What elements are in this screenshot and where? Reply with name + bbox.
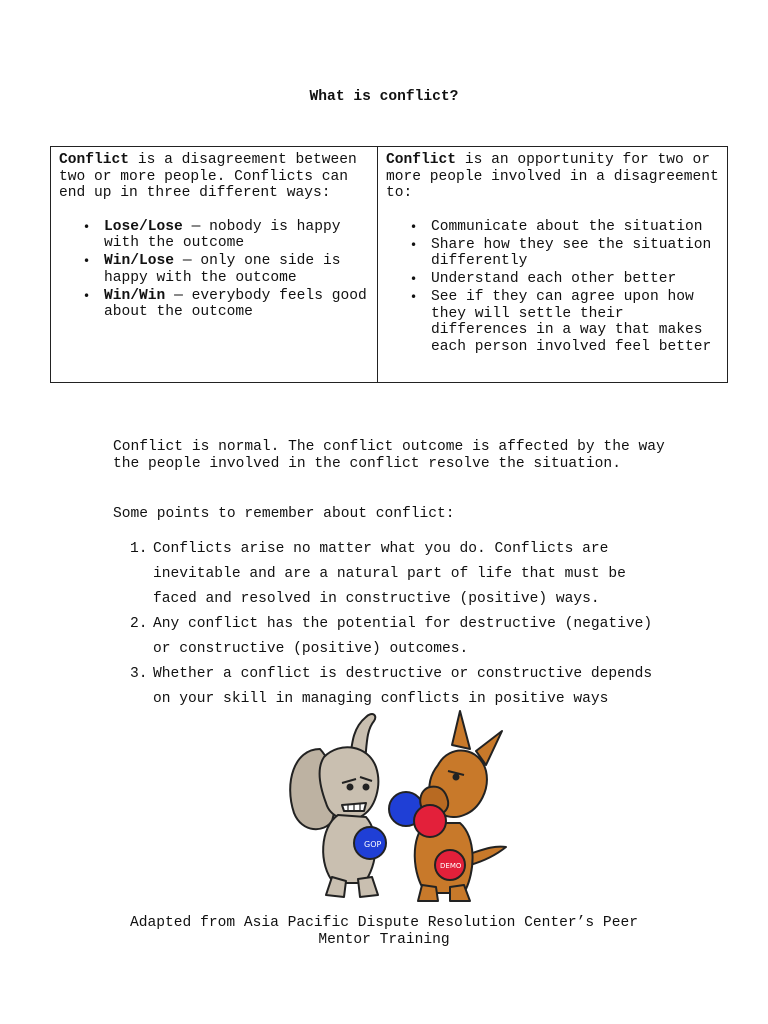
glove-label: GOP (364, 840, 382, 849)
list-item: 3. Whether a conflict is destructive or constructive depends on your skill in managing conflicts in positive ways (130, 666, 653, 707)
list-item: • Lose/Lose — nobody is happy with the outcome (104, 219, 369, 252)
paragraph-conflict-normal: Conflict is normal. The conflict outcome is affected by the way the people involved in the conflict resolve the situation. (113, 439, 665, 472)
list-item: • Win/Lose — only one side is happy with the outcome (104, 253, 369, 286)
donkey-figure (414, 711, 506, 901)
elephant-figure (290, 714, 423, 897)
page-title: What is conflict? (309, 89, 459, 105)
outcome-list (59, 219, 369, 321)
list-item: • Communicate about the situation (431, 219, 719, 236)
boxing-elephant-donkey-illustration (280, 705, 530, 905)
table-cell-disagreement (51, 147, 378, 382)
paragraph-points-intro: Some points to remember about conflict: (113, 506, 455, 522)
table-cell-opportunity (378, 147, 727, 382)
opportunity-list (386, 219, 719, 356)
list-item: 2. Any conflict has the potential for destructive (negative) or constructive (positive) outcomes. (130, 616, 653, 657)
glove-label: DEMO (440, 862, 462, 870)
definition-text: Conflict is a disagreement between two or more people. Conflicts can end up in three different ways: (59, 152, 357, 201)
list-item: • Win/Win — everybody feels good about the outcome (104, 288, 369, 321)
list-item: 1. Conflicts arise no matter what you do. Conflicts are inevitable and are a natural part of life that must be faced and resolved in constructive (positive) ways. (130, 541, 626, 607)
points-list (113, 537, 673, 712)
credit-text: Adapted from Asia Pacific Dispute Resolution Center’s Peer Mentor Training (130, 915, 638, 948)
list-item: • See if they can agree upon how they will settle their differences in a way that makes each person involved feel better (431, 289, 719, 355)
definition-term: Conflict (386, 152, 457, 168)
definition-text: Conflict is an opportunity for two or more people involved in a disagreement to: (386, 152, 719, 201)
list-item: • Share how they see the situation differently (431, 237, 719, 270)
definition-term: Conflict (59, 152, 130, 168)
definition-table (50, 146, 728, 383)
list-item: • Understand each other better (431, 271, 719, 288)
